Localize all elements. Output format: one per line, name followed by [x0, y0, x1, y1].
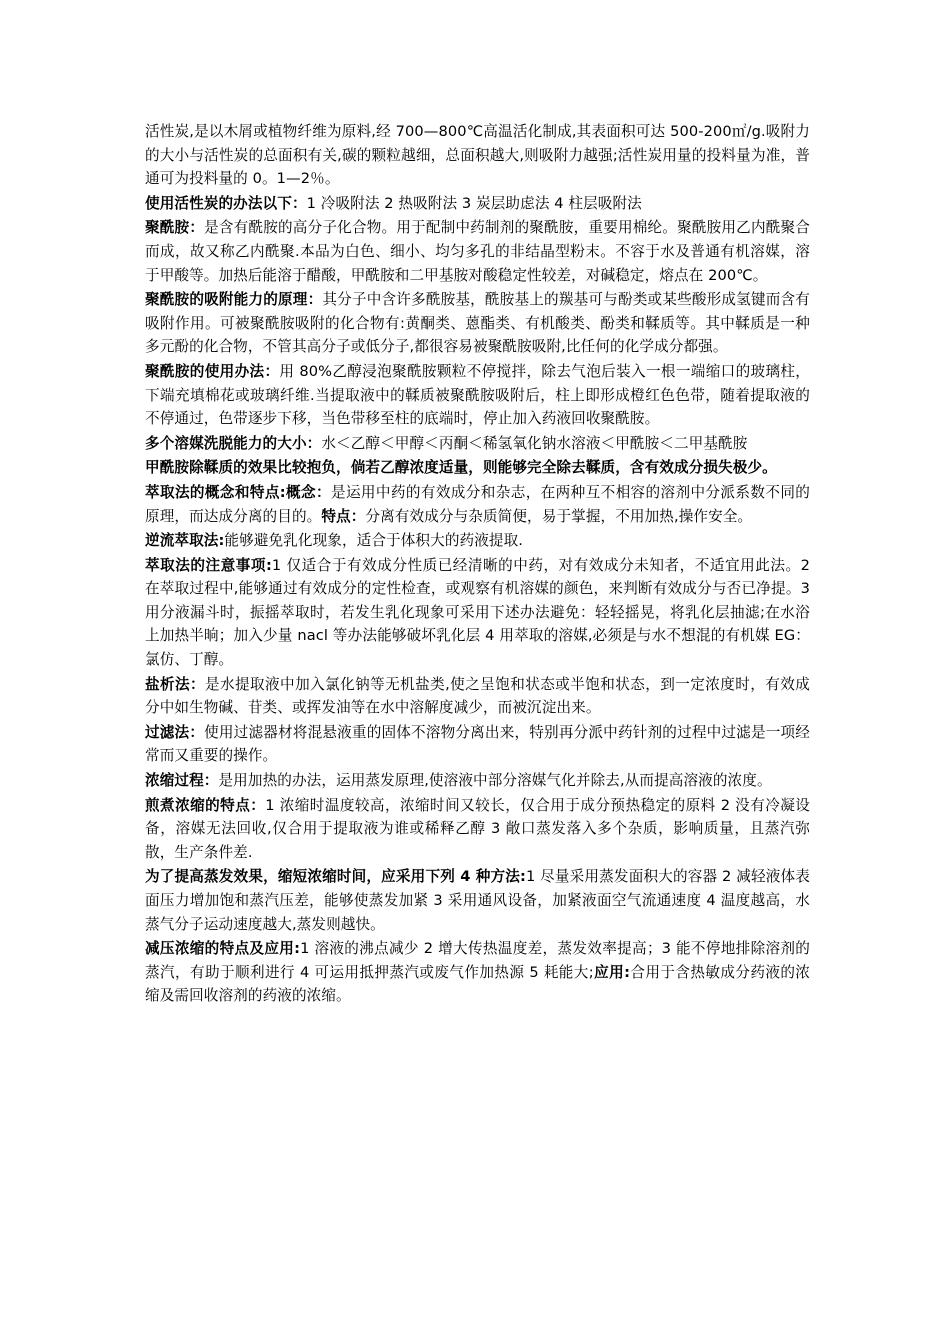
text-segment: 1 尽量采用蒸发面积大的容器 2 减轻液体表面压力增加饱和蒸汽压差，能够使蒸发加紧 3 采用通风设备，加紧液面空气流通速度 4 温度越高，水蒸气分子运动速度越大,蒸发则越快。: [145, 868, 810, 933]
heading-segment: 应用:: [593, 963, 631, 981]
paragraph-extraction-concept: [145, 481, 810, 528]
paragraph-polyamide-usage: [145, 360, 810, 431]
text-segment: 1 仅适合于有效成分性质已经清晰的中药，对有效成分未知者，不适宜用此法。2 在萃取过程中,能够通过有效成分的定性检查，或观察有机溶媒的颜色，来判断有效成分与否已净提。3 用分液漏斗时，振摇萃取时，若发生乳化现象可采用下述办法避免：轻轻摇晃，将乳化层抽滤;在水浴上加热半晌；加入少量 nacl 等办法能够破坏乳化层 4 用萃取的溶媒,必须是与水不想混的有机媒 EG：氯仿、丁醇。: [145, 556, 810, 669]
heading-segment: 甲酰胺除鞣质的效果比较抱负，倘若乙醇浓度适量，则能够完全除去鞣质，含有效成分损失极少。: [145, 459, 777, 477]
heading-segment: 煎煮浓缩的特点：: [145, 796, 266, 814]
text-segment: 1 溶液的沸点减少 2 增大传热温度差，蒸发效率提高；3 能不停地排除溶剂的蒸汽，有助于顺利进行 4 可运用抵押蒸汽或废气作加热源 5 耗能大;: [145, 940, 811, 981]
text-segment: 是用加热的办法，运用蒸发原理,使溶液中部分溶媒气化并除去,从而提高溶液的浓度。: [218, 772, 772, 790]
text-segment: 用 80%乙醇浸泡聚酰胺颗粒不停搅拌，除去气泡后装入一根一端缩口的玻璃柱，下端充填棉花或玻璃纤维.当提取液中的鞣质被聚酰胺吸附后，柱上即形成橙红色色带，随着提取液的不停通过，色带逐步下移，当色带移至柱的底端时，停止加入药液回收聚酰胺。: [145, 362, 810, 428]
paragraph-polyamide-adsorption: [145, 288, 810, 359]
text-segment: 1 浓缩时温度较高，浓缩时间又较长，仅合用于成分预热稳定的原料 2 没有冷凝设备，溶媒无法回收,仅合用于提取液为谁或稀释乙醇 3 敞口蒸发落入多个杂质，影响质量，且蒸汽弥散，生产条件差.: [145, 796, 811, 861]
paragraph-activated-carbon-methods: [145, 192, 810, 216]
heading-segment: 浓缩过程：: [145, 772, 219, 790]
heading-segment: 使用活性炭的办法以下：: [145, 194, 307, 212]
text-segment: 使用过滤器材将混悬液重的固体不溶物分离出来，特别再分派中药针剂的过程中过滤是一项经常而又重要的操作。: [145, 723, 810, 765]
paragraph-solvent-elution: [145, 432, 810, 456]
heading-segment: 萃取法的概念和特点:概念：: [145, 483, 331, 501]
heading-segment: 多个溶媒洗脱能力的大小：: [145, 434, 322, 452]
heading-segment: 减压浓缩的特点及应用:: [145, 940, 301, 958]
text-segment: 活性炭,是以木屑或植物纤维为原料,经 700—800℃高温活化制成,其表面积可达 500-200㎡/g.吸附力的大小与活性炭的总面积有关,碳的颗粒越细，总面积越大,则吸附力越强;活性炭用量的投料量为准，普通可为投料量的 0。1—2％。: [145, 123, 810, 188]
text-segment: 其分子中含许多酰胺基，酰胺基上的羰基可与酚类或某些酸形成氢键而含有吸附作用。可被聚酰胺吸附的化合物有:黄酮类、蒽酯类、有机酸类、酚类和鞣质等。其中鞣质是一种多元酚的化合物，不管其高分子或低分子,都很容易被聚酰胺吸附,比任何的化学成分都强。: [145, 291, 810, 356]
paragraph-vacuum-concentration: [145, 937, 810, 1008]
text-segment: 水＜乙醇＜甲醇＜丙酮＜稀氢氧化钠水溶液＜甲酰胺＜二甲基酰胺: [321, 434, 748, 452]
paragraph-concentration: [145, 769, 810, 793]
paragraph-formamide-tannin: [145, 456, 810, 480]
heading-segment: 逆流萃取法:: [145, 532, 225, 550]
paragraph-extraction-notes: [145, 554, 810, 672]
text-segment: 分离有效成分与杂质简便，易于掌握，不用加热,操作安全。: [365, 507, 753, 525]
paragraph-evaporation-methods: [145, 865, 810, 936]
heading-segment: 萃取法的注意事项:: [145, 556, 272, 574]
heading-segment: 过滤法：: [145, 723, 205, 741]
heading-segment: 聚酰胺：: [145, 219, 205, 237]
heading-segment: 特点：: [321, 507, 366, 525]
paragraph-decoction-concentration: [145, 794, 810, 865]
heading-segment: 聚酰胺的使用办法：: [145, 362, 280, 380]
paragraph-countercurrent-extraction: [145, 529, 810, 553]
paragraph-filtration: [145, 721, 810, 768]
text-segment: 1 冷吸附法 2 热吸附法 3 炭层助虑法 4 柱层吸附法: [306, 194, 642, 212]
text-segment: 能够避免乳化现象，适合于体积大的药液提取.: [224, 532, 524, 550]
text-segment: 合用于含热敏成分药液的浓缩及需回收溶剂的药液的浓缩。: [145, 963, 811, 1005]
paragraph-salting-out: [145, 673, 810, 720]
paragraph-polyamide: [145, 216, 810, 287]
heading-segment: 盐析法：: [145, 675, 206, 693]
text-segment: 是运用中药的有效成分和杂志，在两种互不相容的溶剂中分派系数不同的原理，而达成分离的目的。: [145, 483, 811, 525]
paragraph-activated-carbon: [145, 120, 810, 191]
heading-segment: 聚酰胺的吸附能力的原理：: [145, 291, 323, 309]
heading-segment: 为了提高蒸发效果，缩短浓缩时间，应采用下列 4 种方法:: [145, 868, 526, 886]
text-segment: 是含有酰胺的高分子化合物。用于配制中药制剂的聚酰胺，重要用棉纶。聚酰胺用乙内酰聚合而成，故又称乙内酰聚.本品为白色、细小、均匀多孔的非结晶型粉末。不容于水及普通有机溶媒，溶于甲酸等。加热后能溶于醋酸，甲酰胺和二甲基胺对酸稳定性较差，对碱稳定，熔点在 200℃。: [145, 219, 810, 284]
text-segment: 是水提取液中加入氯化钠等无机盐类,使之呈饱和状态或半饱和状态，到一定浓度时，有效成分中如生物碱、苷类、或挥发油等在水中溶解度减少，而被沉淀出来。: [145, 675, 810, 717]
